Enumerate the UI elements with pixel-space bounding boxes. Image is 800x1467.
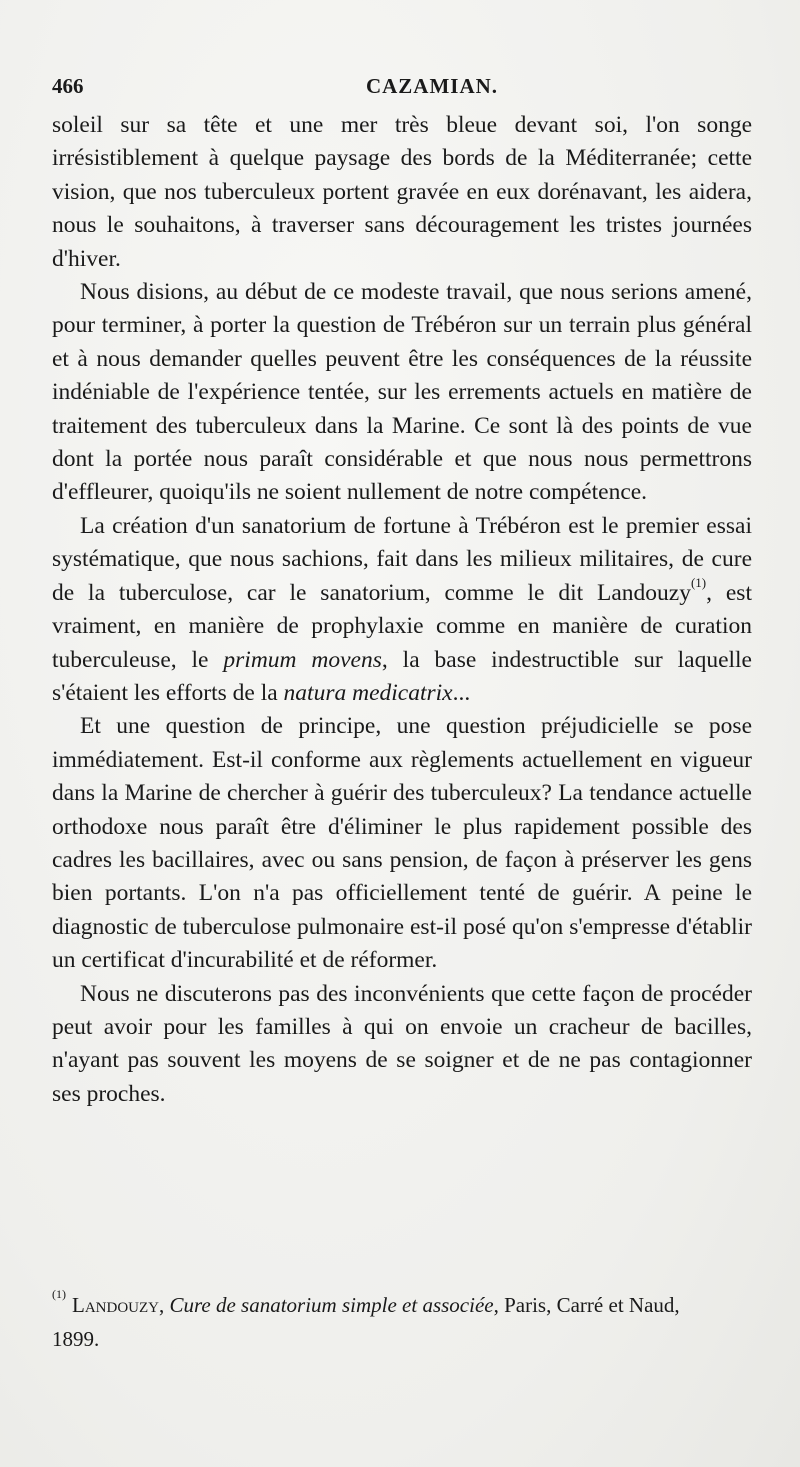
page-number: 466 [52, 74, 84, 98]
paragraph-3-part-a: La création d'un sanatorium de fortune à Trébéron est le premier essai systématique, que nous sachions, fait dans les milieux militaires, de cure de la tuberculose, car le sanatorium, comme le dit Landouzy [52, 512, 752, 606]
footnote-mark: (1) [52, 1287, 66, 1301]
running-head: CAZAMIAN. [365, 74, 499, 98]
paragraph-3-part-b: , est vraiment, en manière de prophylaxie comme en manière de curation tuberculeuse, le [52, 579, 752, 673]
footnote-publisher: , Paris, Carré et Naud, [493, 1293, 680, 1317]
footnote-reference[interactable]: (1) [690, 574, 707, 590]
footnote-year: 1899. [52, 1327, 100, 1351]
paragraph-3-part-c: , la base indestructible sur laquelle s'étaient les efforts de la [52, 646, 752, 706]
latin-phrase-primum-movens: primum movens [223, 646, 382, 673]
footnote [52, 1288, 752, 1356]
footnote-author: Landouzy, [72, 1293, 165, 1317]
paragraph-4: Et une question de principe, une question préjudicielle se pose immédiatement. Est-il conforme aux règlements actuellement en vigueur dans la Marine de chercher à guérir des tuberculeux? La tendance actuelle orthodoxe nous paraît être d'éliminer le plus rapidement possible des cadres les bacillaires, avec ou sans pension, de façon à préserver les gens bien portants. L'on n'a pas officiellement tenté de guérir. A peine le diagnostic de tuberculose pulmonaire est-il posé qu'on s'empresse d'établir un certificat d'incurabilité et de réformer. [52, 713, 752, 974]
latin-phrase-natura-medicatrix: natura medicatrix [283, 679, 453, 706]
page-header [52, 74, 752, 104]
paragraph-5: Nous ne discuterons pas des inconvénients que cette façon de procéder peut avoir pour les familles à qui on envoie un cracheur de bacilles, n'ayant pas souvent les moyens de se soigner et de ne pas contagionner ses proches. [52, 980, 752, 1107]
body-text [52, 109, 752, 1111]
paragraph-3 [52, 510, 752, 710]
footnote-title: Cure de sanatorium simple et associée [169, 1293, 494, 1317]
paragraph-3-ellipsis: ... [452, 679, 471, 706]
paragraph-1: soleil sur sa tête et une mer très bleue devant soi, l'on songe irrésistiblement à quelque paysage des bords de la Méditerranée; cette vision, que nos tuberculeux portent gravée en eux dorénavant, les aidera, nous le souhaitons, à traverser sans découragement les tristes journées d'hiver. [52, 112, 752, 272]
paragraph-2: Nous disions, au début de ce modeste travail, que nous serions amené, pour terminer, à porter la question de Trébéron sur un terrain plus général et à nous demander quelles peuvent être les conséquences de la réussite indéniable de l'expérience tentée, sur les errements actuels en matière de traitement des tuberculeux dans la Marine. Ce sont là des points de vue dont la portée nous paraît considérable et que nous nous permettrons d'effleurer, quoiqu'ils ne soient nullement de notre compétence. [52, 279, 752, 506]
